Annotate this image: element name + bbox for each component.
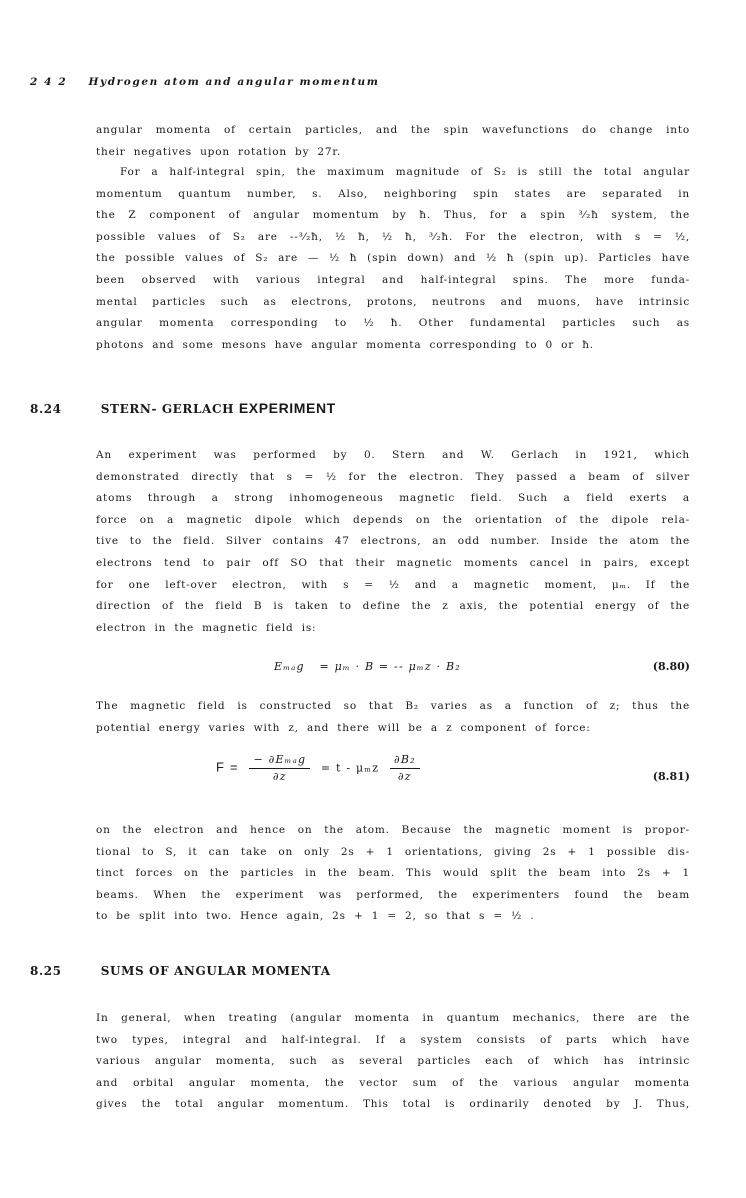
equation-lhs: F =: [216, 759, 239, 775]
fraction: [249, 752, 310, 785]
text-line: force on a magnetic dipole which depends on the orientation of the dipole rela-: [96, 513, 690, 526]
paragraph-5: [96, 820, 690, 928]
text-line: the Z component of angular momentum by ħ. Thus, for a spin ³⁄₂ħ system, the: [96, 209, 690, 222]
equation-number: (8.80): [652, 660, 690, 673]
section-number: 8.25: [30, 964, 62, 978]
fraction-numerator: − ∂Eₘₐg: [249, 752, 310, 769]
section-title: SUMS OF ANGULAR MOMENTA: [100, 964, 331, 978]
equation-rhs: = μₘ · B = -- μₘz · B₂: [319, 660, 461, 673]
text-line: two types, integral and half-integral. If a system consists of parts which have: [96, 1033, 690, 1046]
text-line: possible values of S₂ are --³⁄₂ħ, ½ ħ, ½ ħ, ³⁄₂ħ. For the electron, with s = ½,: [96, 230, 690, 243]
text-line: for one left-over electron, with s = ½ and a magnetic moment, μₘ. If the: [96, 578, 690, 591]
equation-8-80: [96, 660, 690, 690]
text-line: tinct forces on the particles in the beam. This would split the beam into 2s + 1: [96, 867, 690, 880]
text-line: The magnetic field is constructed so that B₂ varies as a function of z; thus the: [96, 700, 690, 712]
text-line: their negatives upon rotation by 27r.: [96, 145, 342, 158]
equation-8-81: [96, 753, 690, 798]
text-line: mental particles such as electrons, protons, neutrons and muons, have intrinsic: [96, 295, 690, 308]
text-line: angular momenta of certain particles, and the spin wavefunctions do change into: [96, 124, 690, 136]
text-line: the possible values of S₂ are — ½ ħ (spin down) and ½ ħ (spin up). Particles have: [96, 252, 690, 265]
paragraph-2: [96, 162, 690, 356]
equation-middle: = t - μₘz: [320, 761, 380, 775]
running-header: [30, 76, 380, 88]
fraction: [390, 752, 420, 785]
equation-number: (8.81): [652, 770, 690, 783]
text-line: potential energy varies with z, and there will be a z component of force:: [96, 721, 591, 734]
text-line: electrons tend to pair off SO that their magnetic moments cancel in pairs, except: [96, 556, 690, 569]
text-line: tive to the field. Silver contains 47 electrons, an odd number. Inside the atom the: [96, 535, 690, 548]
section-title: STERN- GERLACH: [100, 402, 235, 416]
text-line: demonstrated directly that s = ½ for the electron. They passed a beam of silver: [96, 470, 690, 483]
text-line: photons and some mesons have angular momenta corresponding to 0 or ħ.: [96, 338, 594, 351]
section-heading: [30, 400, 336, 416]
fraction-numerator: ∂B₂: [390, 752, 420, 769]
text-line: atoms through a strong inhomogeneous magnetic field. Such a field exerts a: [96, 492, 690, 505]
page-number: 2 4 2: [30, 76, 68, 88]
text-line: been observed with various integral and half-integral spins. The more funda-: [96, 273, 690, 286]
text-line: to be split into two. Hence again, 2s + 1 = 2, so that s = ½ .: [96, 910, 535, 923]
text-line: direction of the field B is taken to define the z axis, the potential energy of the: [96, 600, 690, 613]
text-line: For a half-integral spin, the maximum magnitude of S₂ is still the total angular: [120, 166, 690, 178]
text-line: and orbital angular momenta, the vector sum of the various angular momenta: [96, 1076, 690, 1089]
paragraph-1: [96, 120, 690, 163]
text-line: gives the total angular momentum. This total is ordinarily denoted by J. Thus,: [96, 1098, 690, 1111]
section-title-word: EXPERIMENT: [238, 400, 336, 416]
text-line: angular momenta corresponding to ½ ħ. Other fundamental particles such as: [96, 317, 690, 330]
text-line: In general, when treating (angular momenta in quantum mechanics, there are the: [96, 1012, 690, 1024]
fraction-denominator: ∂z: [397, 770, 412, 783]
text-line: An experiment was performed by 0. Stern and W. Gerlach in 1921, which: [96, 449, 690, 461]
paragraph-4: [96, 696, 690, 739]
fraction-denominator: ∂z: [272, 770, 287, 783]
text-line: various angular momenta, such as several particles each of which has intrinsic: [96, 1055, 690, 1068]
paragraph-3: [96, 445, 690, 639]
text-line: on the electron and hence on the atom. Because the magnetic moment is propor-: [96, 824, 690, 836]
text-line: beams. When the experiment was performed, the experimenters found the beam: [96, 888, 690, 901]
running-title: Hydrogen atom and angular momentum: [88, 76, 380, 88]
equation-lhs: Eₘₐg: [274, 660, 305, 673]
text-line: momentum quantum number, s. Also, neighboring spin states are separated in: [96, 187, 690, 200]
text-line: electron in the magnetic field is:: [96, 621, 317, 634]
section-heading: [30, 964, 331, 978]
text-line: tional to S, it can take on only 2s + 1 orientations, giving 2s + 1 possible dis-: [96, 845, 690, 858]
paragraph-6: [96, 1008, 690, 1116]
section-number: 8.24: [30, 402, 62, 416]
